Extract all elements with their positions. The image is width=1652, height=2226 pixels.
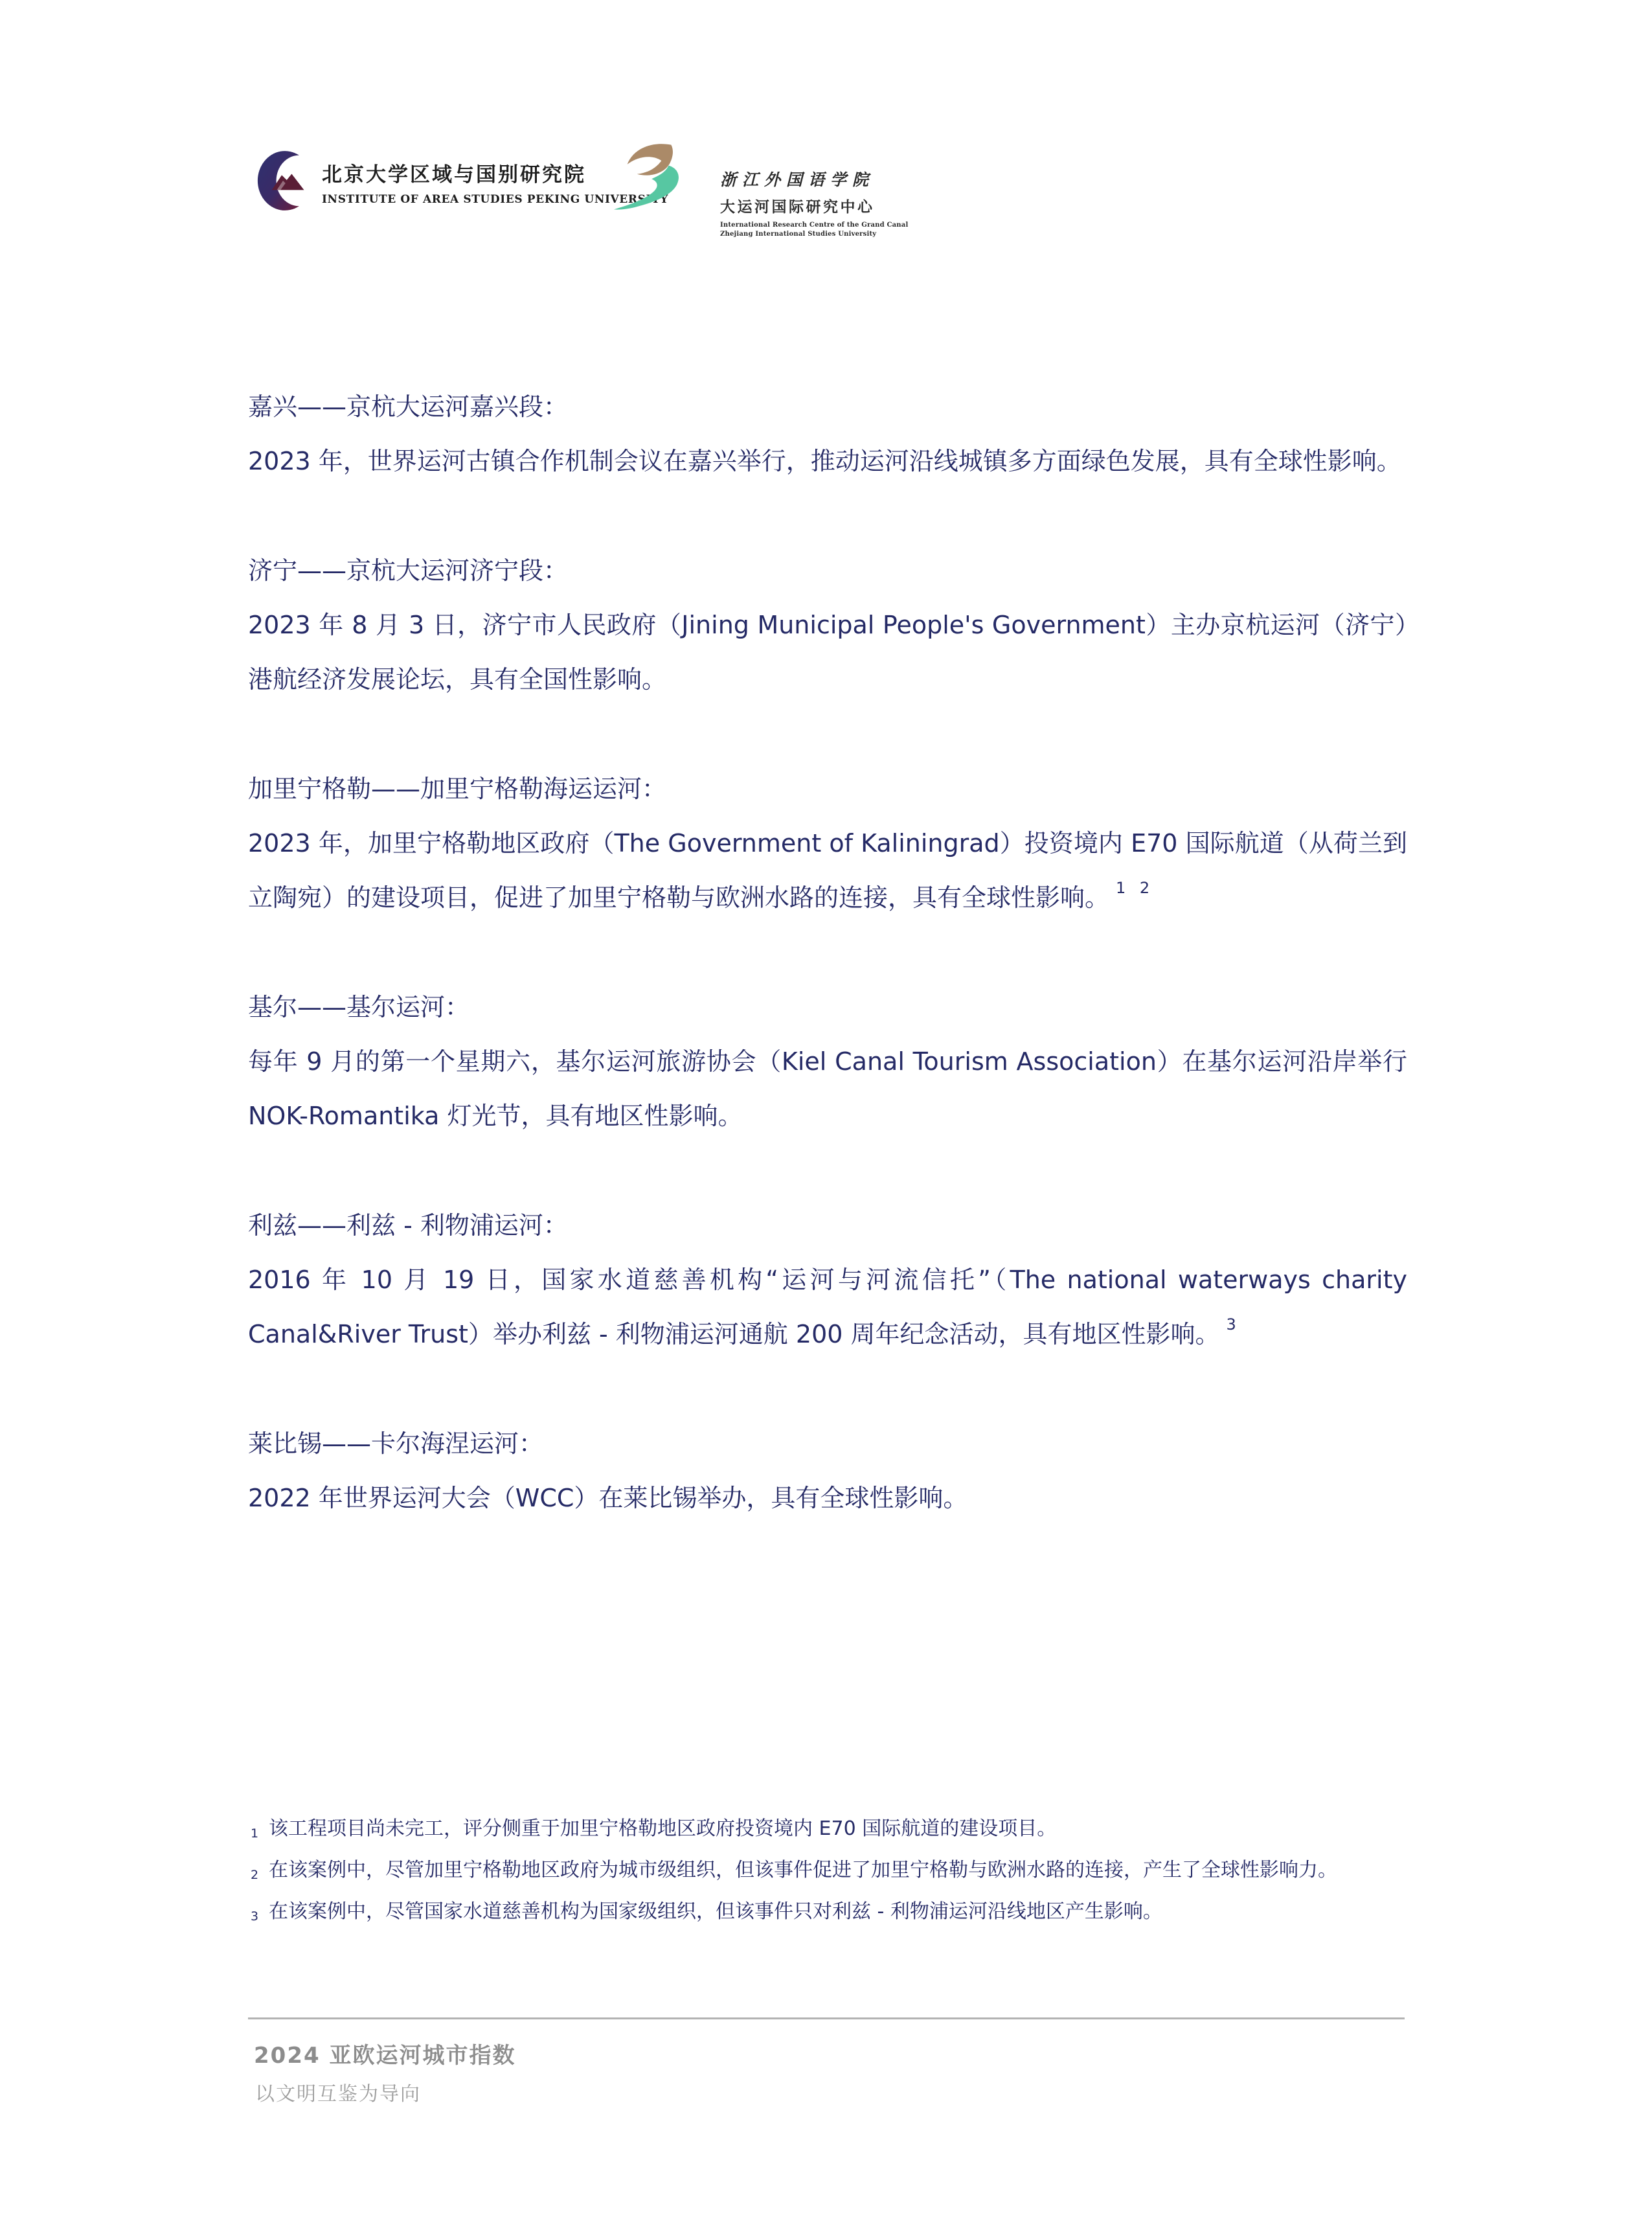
ias-pku-emblem-icon (255, 149, 311, 215)
footer-report-subtitle: 以文明互鉴为导向 (255, 2083, 421, 2106)
centre-name-cn: 大运河国际研究中心 (720, 198, 875, 216)
case-paragraph (248, 1471, 1407, 1528)
footnote-marker: 2 (251, 1868, 259, 1882)
case-heading: 基尔——基尔运河： (248, 993, 470, 1021)
case-heading: 利兹——利兹 - 利物浦运河： (248, 1211, 568, 1240)
footnote-text: 在该案例中，尽管国家水道慈善机构为国家级组织，但该事件只对利兹 - 利物浦运河沿线地区产生影响。 (269, 1900, 1162, 1923)
footnote-marker: 1 (251, 1826, 259, 1841)
case-text: 每年 9 月的第一个星期六，基尔运河旅游协会（Kiel Canal Tourism Association）在基尔运河沿岸举行 NOK-Romantika 灯光节，具有地区性影响。 (248, 1047, 1407, 1130)
pku-institute-name-cn: 北京大学区域与国别研究院 (322, 163, 586, 187)
case-paragraph (248, 434, 1407, 492)
case-text: 2023 年，世界运河古镇合作机制会议在嘉兴举行，推动运河沿线城镇多方面绿色发展，具有全球性影响。 (248, 447, 1401, 475)
centre-university-name-cn: 浙江外国语学院 (720, 170, 875, 189)
footnote-ref: 3 (1226, 1315, 1241, 1334)
case-block-leeds (248, 1198, 1407, 1365)
body-text (248, 380, 1407, 1580)
case-block-kaliningrad (248, 762, 1407, 928)
case-text: 2023 年，加里宁格勒地区政府（The Government of Kaliningrad）投资境内 E70 国际航道（从荷兰到立陶宛）的建设项目，促进了加里宁格勒与欧洲水路的连接，具有全球性影响。 (248, 829, 1407, 912)
case-heading: 嘉兴——京杭大运河嘉兴段： (248, 392, 569, 421)
case-paragraph (248, 1034, 1407, 1146)
footnote-text: 在该案例中，尽管加里宁格勒地区政府为城市级组织，但该事件促进了加里宁格勒与欧洲水路的连接，产生了全球性影响力。 (269, 1859, 1337, 1881)
footnote-1 (248, 1808, 1414, 1850)
footnote-marker: 3 (251, 1909, 259, 1924)
pku-institute-logo (255, 149, 668, 215)
case-block-jiaxing (248, 380, 1407, 492)
footnotes (248, 1808, 1414, 1933)
case-heading: 济宁——京杭大运河济宁段： (248, 556, 569, 585)
case-text: 2022 年世界运河大会（WCC）在莱比锡举办，具有全球性影响。 (248, 1484, 968, 1512)
footnote-2 (248, 1850, 1414, 1891)
centre-university-name-en: Zhejiang International Studies University (720, 231, 877, 238)
case-heading: 加里宁格勒——加里宁格勒海运运河： (248, 775, 667, 803)
pku-institute-name-en: INSTITUTE OF AREA STUDIES PEKING UNIVERSITY (322, 193, 669, 206)
case-block-leipzig (248, 1416, 1407, 1528)
centre-name-en: International Research Centre of the Grand Canal (720, 221, 909, 229)
case-paragraph (248, 1253, 1407, 1365)
footnote-ref: 1 2 (1116, 879, 1155, 897)
case-text: 2016 年 10 月 19 日，国家水道慈善机构“运河与河流信托”（The national waterways charity Canal&River Trust）举办利兹 - 利物浦运河通航 200 周年纪念活动，具有地区性影响。 (248, 1266, 1407, 1348)
footnote-3 (248, 1891, 1414, 1933)
footnote-text: 该工程项目尚未完工，评分侧重于加里宁格勒地区政府投资境内 E70 国际航道的建设项目。 (269, 1817, 1057, 1840)
case-block-kiel (248, 980, 1407, 1146)
case-block-jining (248, 543, 1407, 710)
case-text: 2023 年 8 月 3 日，济宁市人民政府（Jining Municipal People's Government）主办京杭运河（济宁）港航经济发展论坛，具有全国性影响。 (248, 611, 1407, 694)
footer-report-title: 2024 亚欧运河城市指数 (254, 2043, 516, 2069)
footer-divider (248, 2017, 1405, 2019)
case-heading: 莱比锡——卡尔海涅运河： (248, 1429, 544, 1458)
grand-canal-centre-logo (613, 141, 908, 239)
case-paragraph (248, 598, 1407, 710)
case-paragraph (248, 816, 1407, 928)
grand-canal-swirl-icon (613, 141, 716, 226)
